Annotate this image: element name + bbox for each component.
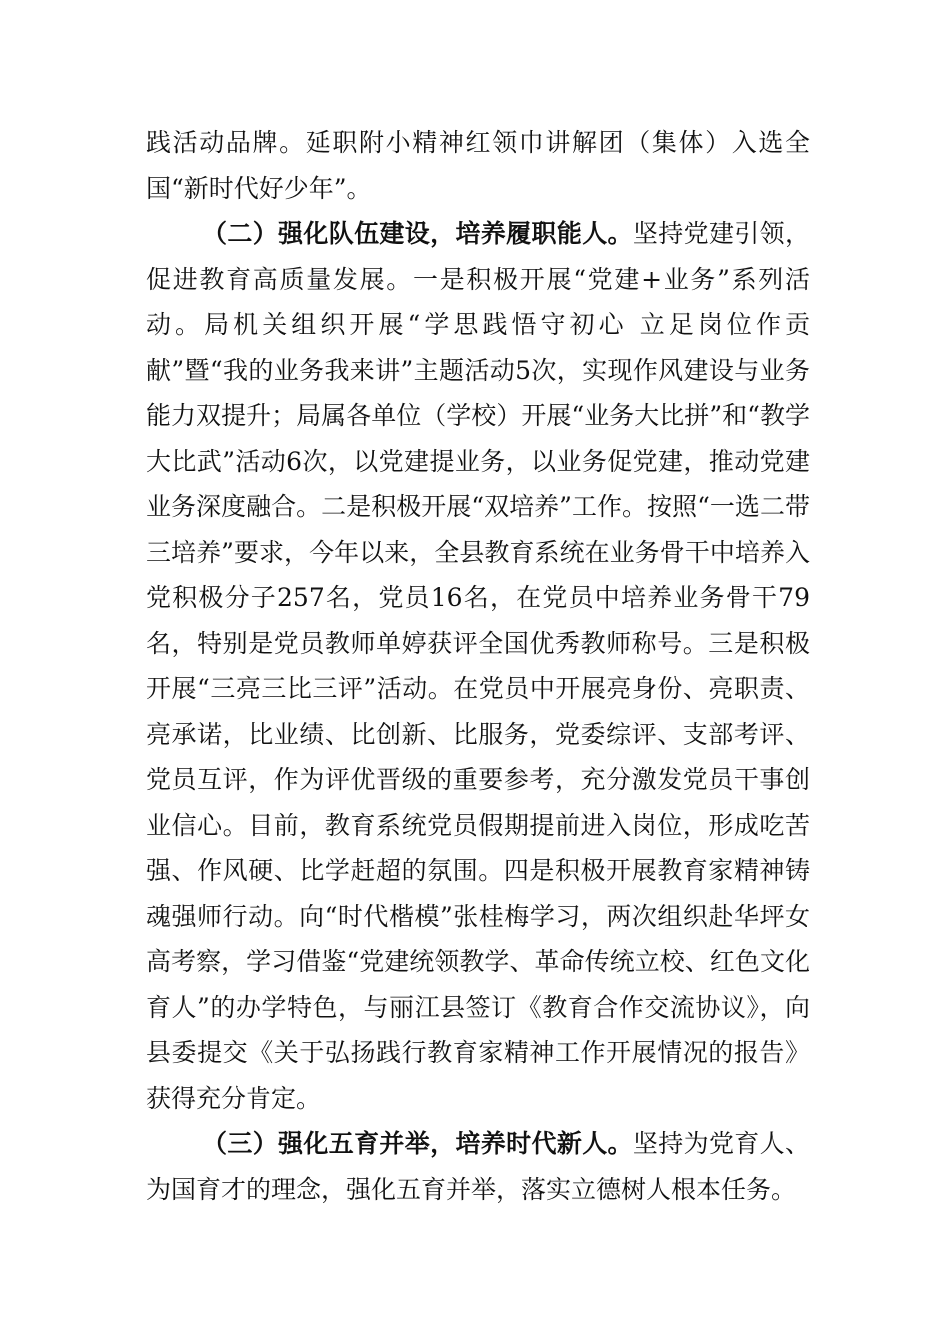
section-heading-two: （二）强化队伍建设，培养履职能人。 (202, 219, 633, 248)
paragraph-continuation (146, 120, 810, 211)
document-body (146, 120, 810, 1212)
paragraph-body-text: 坚持为党育人、为国育才的理念，强化五育并举，落实立德树人根本任务。 (146, 1129, 810, 1204)
paragraph-section-two (146, 211, 810, 1121)
paragraph-section-three (146, 1121, 810, 1212)
paragraph-body-text: 践活动品牌。延职附小精神红领巾讲解团（集体）入选全国“新时代好少年”。 (146, 128, 810, 203)
paragraph-body-text: 坚持党建引领，促进教育高质量发展。一是积极开展“党建+业务”系列活动。局机关组织开展“学思践悟守初心 立足岗位作贡献”暨“我的业务我来讲”主题活动5次，实现作风建设与业务能力双提升；局属各单位（学校）开展“业务大比拼”和“教学大比武”活动6次，以党建提业务，以业务促党建，推动党建业务深度融合。二是积极开展“双培养”工作。按照“一选二带三培养”要求，今年以来，全县教育系统在业务骨干中培养入党积极分子257名，党员16名，在党员中培养业务骨干79名，特别是党员教师单婷获评全国优秀教师称号。三是积极开展“三亮三比三评”活动。在党员中开展亮身份、亮职责、亮承诺，比业绩、比创新、比服务，党委综评、支部考评、党员互评，作为评优晋级的重要参考，充分激发党员干事创业信心。目前，教育系统党员假期提前进入岗位，形成吃苦强、作风硬、比学赶超的氛围。四是积极开展教育家精神铸魂强师行动。向“时代楷模”张桂梅学习，两次组织赴华坪女高考察，学习借鉴“党建统领教学、革命传统立校、红色文化育人”的办学特色，与丽江县签订《教育合作交流协议》，向县委提交《关于弘扬践行教育家精神工作开展情况的报告》获得充分肯定。 (146, 219, 810, 1113)
section-heading-three: （三）强化五育并举，培养时代新人。 (202, 1129, 633, 1158)
